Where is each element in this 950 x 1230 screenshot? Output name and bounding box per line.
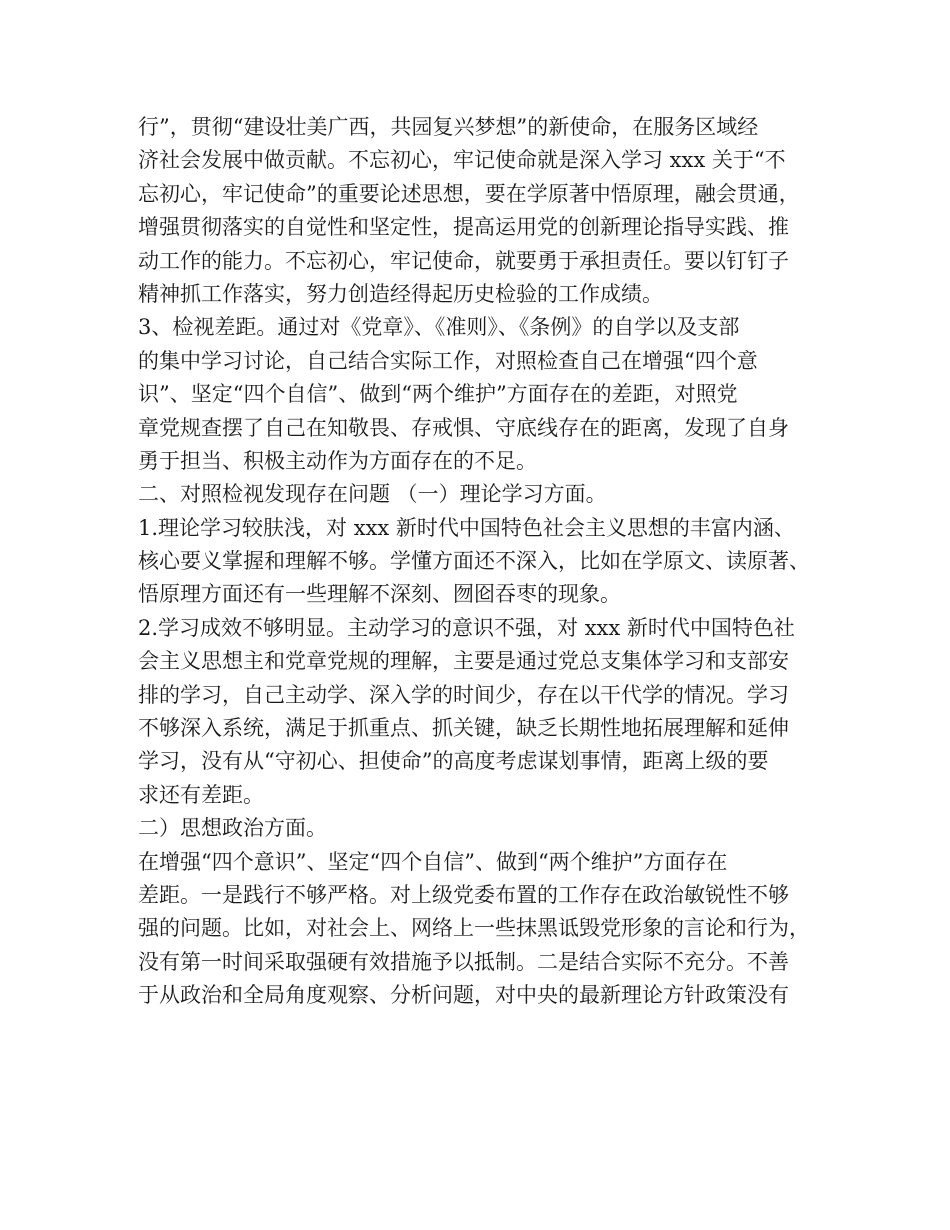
section-heading: 3、检视差距。通过对《党章》、《准则》、《条例》的自学以及支部	[138, 315, 740, 340]
list-item-2: 2.学习成效不够明显。主动学习的意识不强，对 xxx 新时代中国特色社	[138, 615, 795, 640]
text-line: 在增强“四个意识”、坚定“四个自信”、做到“两个维护”方面存在	[138, 849, 728, 874]
text-line: 于从政治和全局角度观察、分析问题，对中央的最新理论方针政策没有	[138, 983, 789, 1008]
text-line: 动工作的能力。不忘初心，牢记使命，就要勇于承担责任。要以钉钉子	[138, 248, 789, 273]
text-line: 济社会发展中做贡献。不忘初心，牢记使命就是深入学习 xxx 关于“不	[138, 148, 786, 173]
text-line: 会主义思想主和党章党规的理解，主要是通过党总支集体学习和支部安	[138, 649, 789, 674]
list-item-1: 1.理论学习较肤浅，对 xxx 新时代中国特色社会主义思想的丰富内涵、	[138, 515, 795, 540]
text-line: 勇于担当、积极主动作为方面存在的不足。	[138, 448, 537, 473]
text-line: 强的问题。比如，对社会上、网络上一些抹黑诋毁党形象的言论和行为，	[138, 916, 810, 941]
text-line: 不够深入系统，满足于抓重点、抓关键，缺乏长期性地拓展理解和延伸	[138, 716, 789, 741]
text-line: 增强贯彻落实的自觉性和坚定性，提高运用党的创新理论指导实践、推	[138, 215, 789, 240]
text-line: 章党规查摆了自己在知敬畏、存戒惧、守底线存在的距离，发现了自身	[138, 415, 789, 440]
text-line: 排的学习，自己主动学、深入学的时间少，存在以干代学的情况。学习	[138, 682, 789, 707]
section-heading: 二）思想政治方面。	[138, 816, 327, 841]
text-line: 没有第一时间采取强硬有效措施予以抵制。二是结合实际不充分。不善	[138, 949, 789, 974]
text-line: 行”，贯彻“建设壮美广西，共园复兴梦想”的新使命，在服务区域经	[138, 115, 759, 139]
text-line: 精神抓工作落实，努力创造经得起历史检验的工作成绩。	[138, 281, 663, 306]
text-line: 识”、坚定“四个自信”、做到“两个维护”方面存在的差距，对照党	[138, 382, 738, 407]
text-line: 学习，没有从“守初心、担使命”的高度考虑谋划事情，距离上级的要	[138, 749, 769, 774]
text-line: 求还有差距。	[138, 782, 264, 807]
text-line: 忘初心，牢记使命”的重要论述思想，要在学原著中悟原理，融会贯通，	[138, 181, 800, 206]
document-page	[138, 111, 838, 1013]
text-line: 差距。一是践行不够严格。对上级党委布置的工作存在政治敏锐性不够	[138, 882, 789, 907]
section-heading: 二、对照检视发现存在问题 （一）理论学习方面。	[138, 482, 607, 507]
text-line: 的集中学习讨论，自己结合实际工作，对照检查自己在增强“四个意	[138, 348, 758, 373]
text-line: 悟原理方面还有一些理解不深刻、囫囵吞枣的现象。	[138, 582, 621, 607]
text-line: 核心要义掌握和理解不够。学懂方面还不深入，比如在学原文、读原著、	[138, 549, 810, 574]
